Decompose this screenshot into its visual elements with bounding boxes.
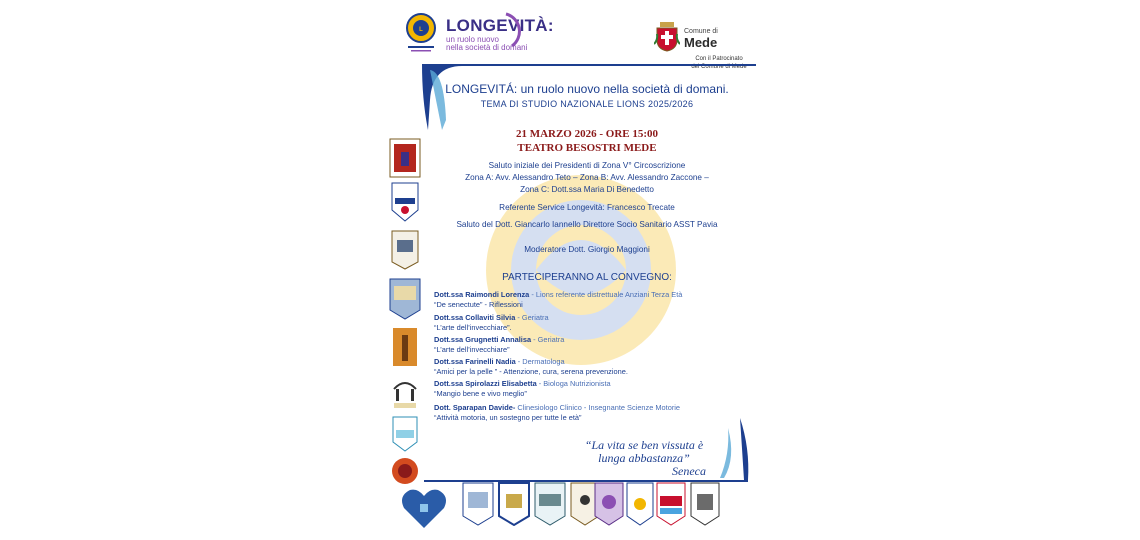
club-pennant-icon (462, 482, 494, 526)
doctor-greeting-line: Saluto del Dott. Giancarlo Iannello Direttore Socio Sanitario ASST Pavia (456, 220, 718, 229)
club-pennant-icon (389, 138, 421, 178)
quote-line-1: “La vita se ben vissuta è (584, 438, 704, 452)
speaker-topic: “Amici per la pelle ” - Attenzione, cura, serena prevenzione. (434, 366, 628, 376)
club-pennant-icon (389, 278, 421, 320)
referent-line: Referente Service Longevità: Francesco Trecate (499, 203, 675, 212)
speaker-name: Dott.ssa Raimondi Lorenza (434, 290, 530, 299)
club-pennant-icon (498, 482, 530, 526)
greeting-line-1: Saluto iniziale dei Presidenti di Zona V° Circoscrizione (488, 161, 686, 170)
mede-coat-of-arms-icon (654, 22, 680, 52)
speaker-role: - Biologa Nutrizionista (536, 379, 611, 388)
event-venue: TEATRO BESOSTRI MEDE (517, 142, 657, 154)
club-pennant-icon (391, 456, 419, 486)
club-pennant-icon (391, 230, 419, 270)
speaker-role: - Geriatra (515, 313, 549, 322)
comune-label: Comune di (684, 28, 718, 35)
speaker-item (434, 357, 734, 376)
svg-text:L: L (419, 27, 423, 33)
quote-author: Seneca (672, 464, 706, 478)
lions-emblem-logo (402, 12, 440, 59)
speaker-item (434, 290, 734, 309)
speaker-topic: “L’arte dell’invecchiare”. (434, 322, 512, 332)
patrocinio-line-1: Con il Patrocinato (695, 56, 743, 62)
club-pennant-icon (392, 327, 418, 367)
speaker-name: Dott.ssa Collaviti Silvia (434, 313, 516, 322)
club-pennant-icon (594, 482, 624, 526)
speaker-name: Dott. Sparapan Davide- (434, 403, 516, 412)
brand-arc-icon (502, 10, 534, 50)
speaker-name: Dott.ssa Farinelli Nadia (434, 357, 516, 366)
event-poster (384, 0, 756, 540)
speaker-item (434, 335, 734, 354)
club-pennant-icon (392, 416, 418, 452)
club-pennant-icon (391, 182, 419, 222)
patrocinio-line-2: del Comune di Mede (691, 64, 747, 70)
event-date: 21 MARZO 2026 - ORE 15:00 (515, 128, 659, 140)
brand-longevita (446, 16, 554, 52)
speaker-topic: “L’arte dell’invecchiare” (434, 344, 510, 354)
speaker-role: Clinesiologo Clinico - Insegnante Scienze Motorie (515, 403, 681, 412)
event-title: LONGEVITÁ: un ruolo nuovo nella società di domani. (445, 82, 729, 96)
puzzle-heart-icon (400, 486, 448, 530)
seneca-quote (574, 439, 714, 478)
comune-city: Mede (684, 35, 718, 50)
brand-subtitle-1: un ruolo nuovo (446, 35, 499, 44)
brand-subtitle-2: nella società di domani (446, 43, 528, 52)
speaker-topic: “Mangio bene e vivo meglio” (434, 388, 527, 398)
quote-line-2: lunga abbastanza” (598, 451, 690, 465)
club-pennant-icon (656, 482, 686, 526)
club-pennant-icon (690, 482, 720, 526)
club-pennant-icon (626, 482, 654, 526)
greeting-line-3: Zona C: Dott.ssa Maria Di Benedetto (520, 185, 654, 194)
speakers-list (434, 290, 734, 425)
speaker-role: - Geriatra (531, 335, 565, 344)
moderator-line: Moderatore Dott. Giorgio Maggioni (524, 245, 650, 254)
club-pennant-icon (534, 482, 566, 526)
participants-heading: PARTECIPERANNO AL CONVEGNO: (502, 272, 672, 283)
event-subtitle: TEMA DI STUDIO NAZIONALE LIONS 2025/2026 (480, 99, 694, 109)
speaker-topic: “De senectute” - Riflessioni (434, 299, 523, 309)
speaker-name: Dott.ssa Spirolazzi Elisabetta (434, 379, 537, 388)
greeting-line-2: Zona A: Avv. Alessandro Teto – Zona B: Avv. Alessandro Zaccone – (465, 173, 709, 182)
comune-name (684, 28, 718, 50)
brand-title: LONGEVITÀ: (446, 16, 554, 35)
speaker-role: - Lions referente distrettuale Anziani Terza Età (529, 290, 683, 299)
speaker-item (434, 313, 734, 332)
speaker-name: Dott.ssa Grugnetti Annalisa (434, 335, 532, 344)
speaker-role: - Dermatologa (515, 357, 565, 366)
speaker-topic: “Attività motoria, un sostegno per tutte le età” (434, 412, 582, 422)
speaker-item (434, 379, 734, 398)
club-pennant-icon (392, 375, 418, 411)
